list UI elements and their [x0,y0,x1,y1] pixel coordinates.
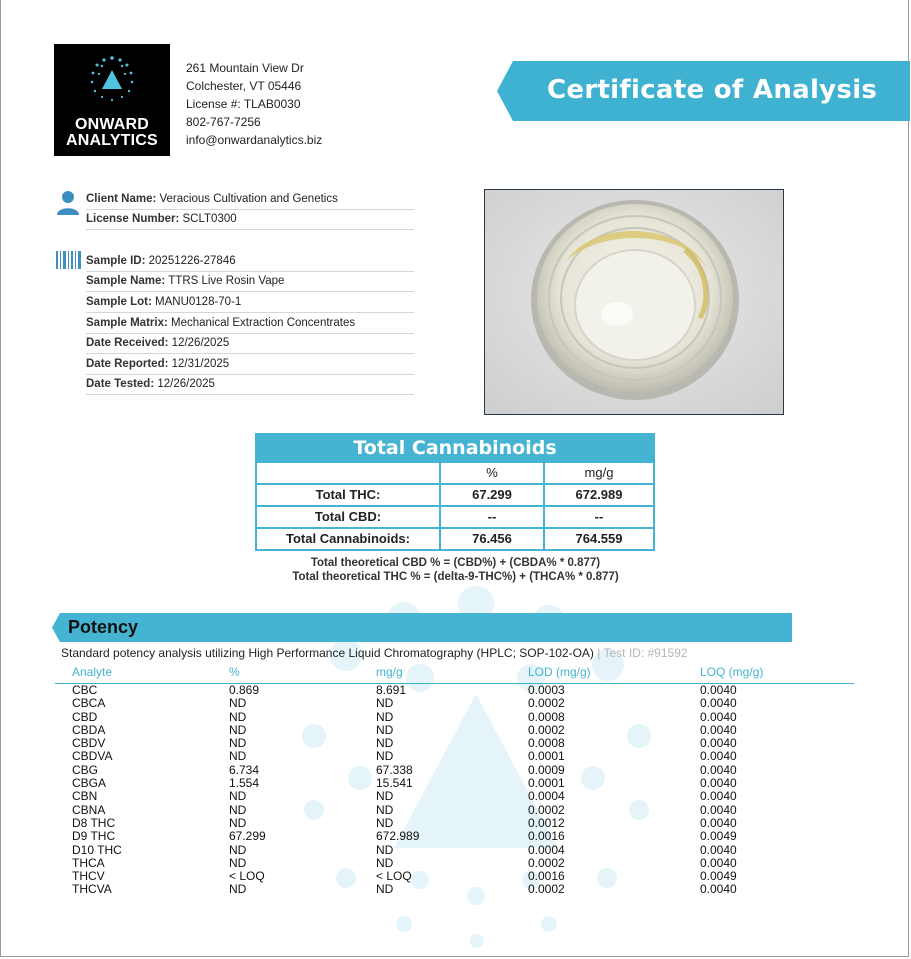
lod: 0.0008 [528,710,565,724]
col-loq: LOQ (mg/g) [700,665,764,679]
lod: 0.0009 [528,763,565,777]
analyte: THCV [72,869,105,883]
tc-label: Total THC: [257,485,441,505]
pct: ND [229,843,247,857]
col-lod: LOD (mg/g) [528,665,591,679]
loq: 0.0040 [700,683,737,697]
analyte: D10 THC [72,843,122,857]
address-license: License #: TLAB0030 [186,97,301,111]
col-mg: mg/g [376,665,403,679]
pct: 67.299 [229,829,266,843]
loq: 0.0040 [700,843,737,857]
date-tested-label: Date Tested: [86,378,155,390]
pct: ND [229,736,247,750]
sample-name-row [86,271,414,292]
table-row [55,750,854,763]
sample-photo [484,189,784,415]
tc-header-blank [257,463,441,483]
barcode-icon [56,251,82,269]
date-tested-row [86,374,414,395]
sample-lot-value: MANU0128-70-1 [155,296,242,308]
table-row [55,883,854,896]
mg: 67.338 [376,763,413,777]
lod: 0.0002 [528,882,565,896]
loq: 0.0040 [700,789,737,803]
company-logo [54,44,170,156]
analyte: CBCA [72,696,106,710]
loq: 0.0049 [700,869,737,883]
date-reported-value: 12/31/2025 [171,358,230,370]
potency-description [61,646,688,660]
pct: ND [229,882,247,896]
analyte: THCVA [72,882,112,896]
tc-mg: 672.989 [575,487,623,502]
mg: ND [376,816,394,830]
tc-pct: -- [441,507,545,527]
tc-pct: 76.456 [441,529,545,549]
address-email[interactable]: info@onwardanalytics.biz [186,133,323,147]
loq: 0.0040 [700,856,737,870]
col-analyte: Analyte [72,665,113,679]
loq: 0.0040 [700,723,737,737]
table-row [55,830,854,843]
logo-line-analytics: ANALYTICS [66,132,158,149]
pct: 0.869 [229,683,260,697]
pct: ND [229,710,247,724]
potency-method-text: Standard potency analysis utilizing High Performance Liquid Chromatography (HPLC; SOP-102-OA) [61,646,594,660]
sample-lot-label: Sample Lot: [86,296,152,308]
company-address [186,59,322,149]
tc-mg: -- [594,509,604,524]
lod: 0.0004 [528,843,565,857]
lod: 0.0016 [528,869,565,883]
lod: 0.0001 [528,776,565,790]
mg: 672.989 [376,829,420,843]
potency-title: Potency [68,617,139,637]
table-row [55,790,854,803]
license-number-label: License Number: [86,213,180,225]
pct: ND [229,696,247,710]
tc-header-mg: mg/g [584,465,614,480]
sample-lot-row [86,292,414,313]
col-pct: % [229,665,240,679]
mg: 15.541 [376,776,413,790]
pct: ND [229,789,247,803]
total-cannabinoids-title: Total Cannabinoids [255,433,655,461]
lod: 0.0002 [528,696,565,710]
formula-cbd: Total theoretical CBD % = (CBD%) + (CBDA% * 0.877) [310,557,601,569]
mg: 8.691 [376,683,407,697]
pct: 6.734 [229,763,260,777]
loq: 0.0040 [700,763,737,777]
analyte: CBD [72,710,98,724]
lod: 0.0002 [528,803,565,817]
tc-row-total-cbd [257,505,653,527]
analyte: CBG [72,763,99,777]
coa-title-banner [497,61,910,121]
analyte: CBNA [72,803,106,817]
client-name-row [86,189,414,210]
lod: 0.0008 [528,736,565,750]
date-received-row [86,333,414,354]
mg: ND [376,803,394,817]
mg: ND [376,843,394,857]
license-number-row [86,209,414,230]
tc-mg: 764.559 [575,531,623,546]
sample-matrix-label: Sample Matrix: [86,317,168,329]
logo-line-onward: ONWARD [74,116,150,133]
potency-table-header [55,665,854,684]
license-number-value: SCLT0300 [182,213,237,225]
document-title: Certificate of Analysis [547,75,878,105]
lod: 0.0016 [528,829,565,843]
analyte: CBDA [72,723,106,737]
total-cannabinoids-table [255,461,655,551]
pct: ND [229,856,247,870]
loq: 0.0040 [700,816,737,830]
sample-id-row [86,251,414,272]
analyte: CBN [72,789,98,803]
sample-name-value: TTRS Live Rosin Vape [168,275,285,287]
tc-row-total-cannabinoids [257,527,653,549]
lod: 0.0002 [528,723,565,737]
formula-thc: Total theoretical THC % = (delta-9-THC%) + (THCA% * 0.877) [292,571,619,583]
lod: 0.0004 [528,789,565,803]
sample-matrix-row [86,313,414,334]
lod: 0.0002 [528,856,565,870]
lod: 0.0001 [528,749,565,763]
table-row [55,697,854,710]
loq: 0.0040 [700,803,737,817]
pct: < LOQ [229,869,265,883]
address-street: 261 Mountain View Dr [186,61,304,75]
mg: ND [376,736,394,750]
potency-section-banner [52,613,792,642]
analyte: D9 THC [72,829,116,843]
analyte: CBDVA [72,749,113,763]
tc-header-pct: % [441,463,545,483]
sample-matrix-value: Mechanical Extraction Concentrates [171,317,356,329]
analyte: D8 THC [72,816,116,830]
mg: ND [376,856,394,870]
date-reported-label: Date Reported: [86,358,169,370]
analyte: THCA [72,856,105,870]
address-phone: 802-767-7256 [186,115,261,129]
sample-id-value: 20251226-27846 [148,255,236,267]
tc-pct: 67.299 [441,485,545,505]
loq: 0.0049 [700,829,737,843]
loq: 0.0040 [700,776,737,790]
person-icon [56,190,80,216]
analyte: CBC [72,683,98,697]
lod: 0.0003 [528,683,565,697]
tc-label: Total CBD: [257,507,441,527]
potency-test-id: | Test ID: #91592 [597,646,688,660]
loq: 0.0040 [700,736,737,750]
pct: ND [229,723,247,737]
mg: ND [376,882,394,896]
loq: 0.0040 [700,696,737,710]
analyte: CBDV [72,736,106,750]
tc-header-row [257,463,653,483]
mg: ND [376,710,394,724]
client-name-value: Veracious Cultivation and Genetics [159,193,338,205]
mg: ND [376,696,394,710]
analyte: CBGA [72,776,107,790]
pct: ND [229,749,247,763]
date-reported-row [86,354,414,375]
tc-row-total-thc [257,483,653,505]
mg: < LOQ [376,869,412,883]
address-city: Colchester, VT 05446 [186,79,302,93]
sample-id-label: Sample ID: [86,255,146,267]
pct: ND [229,803,247,817]
mg: ND [376,723,394,737]
loq: 0.0040 [700,710,737,724]
mg: ND [376,749,394,763]
mg: ND [376,789,394,803]
date-received-value: 12/26/2025 [171,337,230,349]
loq: 0.0040 [700,882,737,896]
loq: 0.0040 [700,749,737,763]
sample-name-label: Sample Name: [86,275,166,287]
tc-label: Total Cannabinoids: [257,529,441,549]
pct: ND [229,816,247,830]
date-received-label: Date Received: [86,337,169,349]
client-name-label: Client Name: [86,193,157,205]
lod: 0.0012 [528,816,565,830]
pct: 1.554 [229,776,260,790]
date-tested-value: 12/26/2025 [157,378,215,390]
